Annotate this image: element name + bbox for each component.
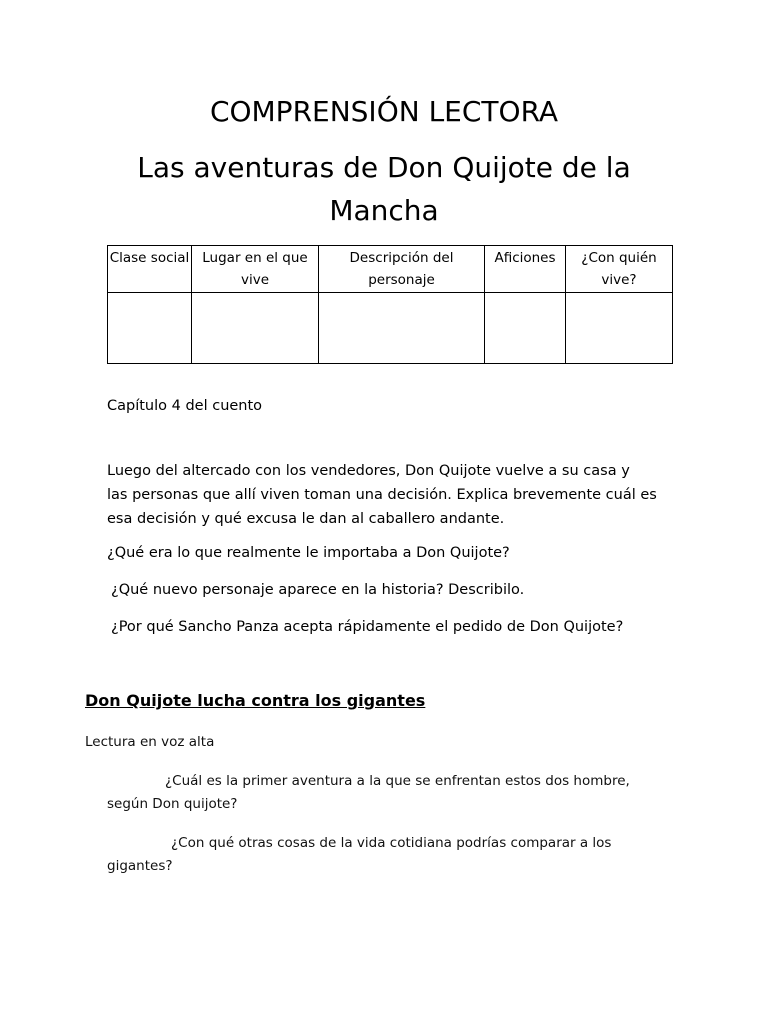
question-2: ¿Qué nuevo personaje aparece en la historia? Describilo. — [111, 582, 525, 598]
table-header-cell: Clase social — [108, 246, 192, 293]
table-cell-blank[interactable] — [566, 293, 673, 364]
page-subtitle-line-1: Las aventuras de Don Quijote de la — [137, 151, 631, 184]
chapter-label: Capítulo 4 del cuento — [107, 398, 263, 414]
question-3: ¿Por qué Sancho Panza acepta rápidamente el pedido de Don Quijote? — [111, 619, 624, 635]
paragraph-line: las personas que allí viven toman una decisión. Explica brevemente cuál es — [107, 487, 657, 503]
table-cell-blank[interactable] — [192, 293, 319, 364]
chapter-paragraph — [107, 459, 657, 531]
reading-instruction: Lectura en voz alta — [85, 734, 215, 750]
section-question-1-line-2: según Don quijote? — [107, 796, 238, 812]
table-cell-blank[interactable] — [108, 293, 192, 364]
table-cell-blank[interactable] — [319, 293, 485, 364]
table-cell-blank[interactable] — [485, 293, 566, 364]
section-question-1-line-1: ¿Cuál es la primer aventura a la que se enfrentan estos dos hombre, — [165, 773, 630, 789]
paragraph-line: esa decisión y qué excusa le dan al caballero andante. — [107, 511, 505, 527]
table-header-cell: Lugar en el que vive — [192, 246, 319, 293]
page-title: COMPRENSIÓN LECTORA — [209, 95, 559, 128]
character-table — [107, 245, 673, 364]
table-header-cell: Descripción del personaje — [319, 246, 485, 293]
table-header-row — [108, 246, 673, 293]
section-heading: Don Quijote lucha contra los gigantes — [85, 691, 426, 710]
page-subtitle-line-2: Mancha — [329, 194, 439, 227]
section-question-2-line-2: gigantes? — [107, 858, 173, 874]
table-header-cell: Aficiones — [485, 246, 566, 293]
question-1: ¿Qué era lo que realmente le importaba a Don Quijote? — [107, 545, 510, 561]
table-header-cell: ¿Con quién vive? — [566, 246, 673, 293]
section-question-2-line-1: ¿Con qué otras cosas de la vida cotidiana podrías comparar a los — [171, 835, 612, 851]
table-row — [108, 293, 673, 364]
paragraph-line: Luego del altercado con los vendedores, Don Quijote vuelve a su casa y — [107, 463, 630, 479]
